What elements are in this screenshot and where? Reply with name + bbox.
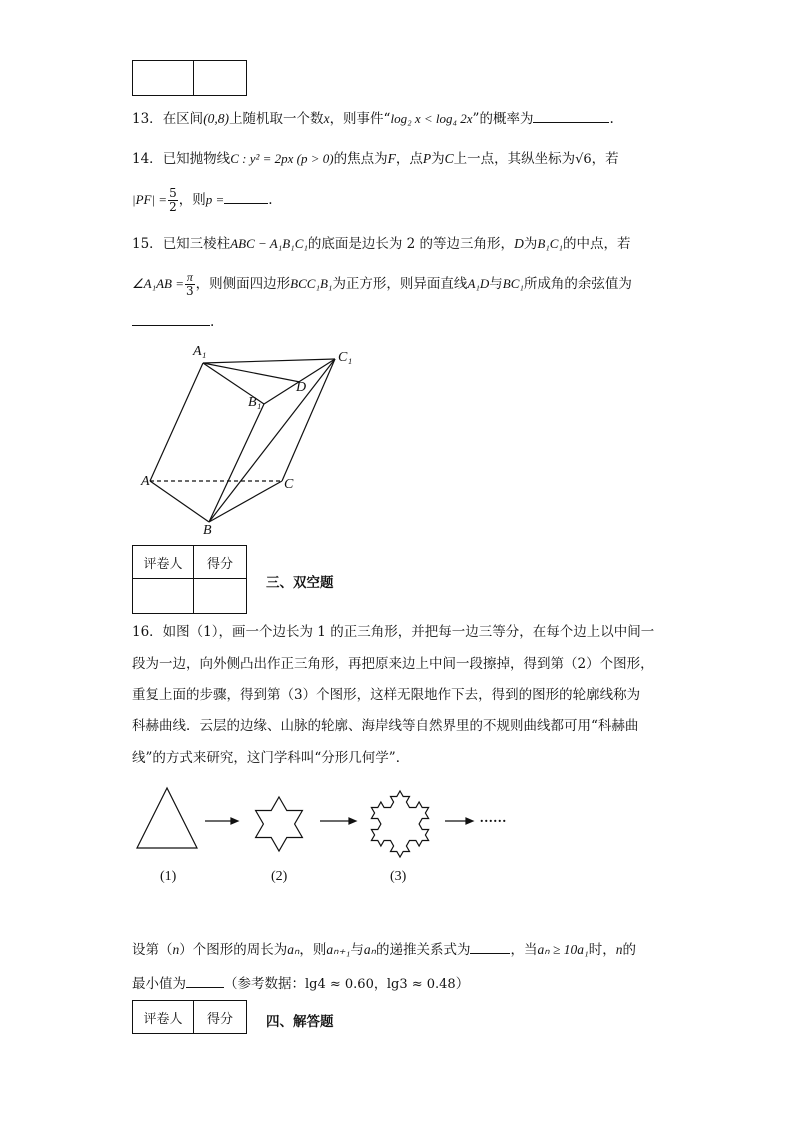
q13-interval: (0,8) bbox=[203, 111, 230, 126]
q15-d: D bbox=[514, 236, 524, 251]
ellipsis: ...... bbox=[480, 811, 507, 826]
label-a: A bbox=[141, 474, 150, 489]
question-15-line-3 bbox=[132, 312, 214, 331]
score-box-section-4 bbox=[132, 1000, 247, 1034]
answer-blank-16a[interactable] bbox=[470, 940, 510, 954]
edge-a1-a bbox=[150, 363, 203, 481]
q16-text-h: 的 bbox=[622, 942, 636, 958]
q14-point: P bbox=[422, 151, 432, 166]
q16-line-4: 科赫曲线．云层的边缘、山脉的轮廓、海岸线等自然界里的不规则曲线都可用“科赫曲 bbox=[132, 718, 639, 734]
q15-frac-num: π bbox=[186, 270, 193, 284]
q14-fraction bbox=[168, 187, 178, 214]
q14-end: . bbox=[268, 192, 273, 208]
q14-ord: √6 bbox=[575, 152, 592, 167]
koch-figures bbox=[130, 780, 530, 860]
q15-frac-den: 3 bbox=[186, 284, 194, 298]
q14-curve: C : y² = 2px (p > 0) bbox=[230, 151, 334, 166]
q15-prism: ABC − A₁B₁C₁ bbox=[230, 236, 308, 251]
fig-label-2: (2) bbox=[271, 869, 288, 884]
q14-p-eq: p = bbox=[205, 192, 225, 207]
q13-event-pre: ，则事件“ bbox=[329, 111, 391, 127]
q14-text-on: 为 bbox=[431, 151, 445, 167]
q14-pf: |PF| = bbox=[132, 192, 168, 207]
q15-a1d: A₁D bbox=[467, 276, 490, 291]
q16-text-f: ，当 bbox=[510, 942, 538, 958]
answer-blank-15[interactable] bbox=[132, 312, 210, 326]
q15-text-d: 的中点，若 bbox=[562, 236, 631, 252]
edge-a-b bbox=[150, 481, 209, 522]
score-box-section-3 bbox=[132, 545, 247, 614]
q16-n: n bbox=[172, 942, 180, 957]
label-b1: B₁ bbox=[248, 395, 262, 410]
q15-text-g: 与 bbox=[489, 276, 503, 292]
q16-text-g: 时， bbox=[588, 942, 616, 958]
q14-text: 已知抛物线 bbox=[162, 151, 231, 167]
arrow-2-head bbox=[349, 818, 356, 824]
question-14-line-1 bbox=[132, 150, 619, 169]
score-label: 得分 bbox=[194, 546, 247, 579]
q16-line-1: 16．如图（1），画一个边长为 1 的正三角形，并把每一边三等分，在每个边上以中间一 bbox=[132, 624, 655, 640]
q15-text-a: 已知三棱柱 bbox=[162, 236, 231, 252]
q14-text-if: ，若 bbox=[591, 151, 619, 167]
question-15-line-2 bbox=[132, 270, 632, 298]
q16-line-3: 重复上面的步骤，得到第（3）个图形，这样无限地作下去，得到的图形的轮廓线称为 bbox=[132, 687, 641, 703]
q14-text-then: ，则 bbox=[178, 192, 206, 208]
score-cell[interactable] bbox=[194, 579, 247, 614]
q16-an1: aₙ₊₁ bbox=[326, 942, 351, 957]
q15-b1c1: B₁C₁ bbox=[537, 236, 563, 251]
koch-snowflake-3 bbox=[371, 791, 428, 857]
score-box-top-cell-1 bbox=[133, 61, 194, 96]
q16-question-line-1 bbox=[132, 940, 636, 959]
q16-text-a: 设第（ bbox=[132, 942, 173, 958]
reviewer-label: 评卷人 bbox=[133, 546, 194, 579]
prism-figure bbox=[130, 340, 370, 545]
q16-an: aₙ bbox=[287, 942, 300, 957]
q15-bc1: BC₁ bbox=[502, 276, 524, 291]
q15-angle: ∠A₁AB = bbox=[132, 276, 185, 291]
q16-text-d: 与 bbox=[350, 942, 364, 958]
edge-b1-b bbox=[209, 404, 264, 522]
section-4-title: 四、解答题 bbox=[266, 1014, 334, 1030]
edge-c1-c bbox=[282, 359, 335, 481]
question-15-line-1 bbox=[132, 235, 630, 253]
reviewer-cell[interactable] bbox=[133, 579, 194, 614]
q16-n-2: n bbox=[615, 942, 623, 957]
edge-a1-c1 bbox=[203, 359, 335, 363]
q14-text-ord: 上一点，其纵坐标为 bbox=[453, 151, 576, 167]
q15-text-b: 的底面是边长为 2 的等边三角形， bbox=[307, 236, 515, 252]
q15-text-h: 所成角的余弦值为 bbox=[523, 276, 632, 292]
q15-text-c: 为 bbox=[523, 236, 538, 252]
q16-cond: aₙ ≥ 10a₁ bbox=[537, 942, 589, 957]
q15-fraction bbox=[185, 271, 195, 298]
q16-an-2: aₙ bbox=[363, 942, 376, 957]
q16-line-2: 段为一边，向外侧凸出作正三角形，再把原来边上中间一段擦掉，得到第（2）个图形， bbox=[132, 656, 654, 672]
q14-c: C bbox=[444, 151, 454, 166]
answer-blank-13[interactable] bbox=[533, 109, 609, 123]
q15-number: 15． bbox=[132, 236, 163, 252]
q16-line-5: 线”的方式来研究，这门学科叫“分形几何学”． bbox=[132, 750, 410, 766]
koch-star-2 bbox=[256, 797, 303, 851]
score-box-top-cell-2 bbox=[194, 61, 247, 96]
fig-label-1: (1) bbox=[160, 869, 177, 884]
edge-b-c1 bbox=[209, 359, 335, 522]
q15-text-e: ，则侧面四边形 bbox=[195, 276, 291, 292]
reviewer-label-2: 评卷人 bbox=[133, 1001, 194, 1034]
score-box-top bbox=[132, 60, 247, 96]
label-b: B bbox=[203, 523, 212, 538]
q13-text-mid: 上随机取一个数 bbox=[229, 111, 324, 127]
label-a1: A₁ bbox=[193, 344, 207, 359]
answer-blank-14[interactable] bbox=[224, 190, 268, 204]
q16-text-k: ） bbox=[455, 976, 470, 992]
fig-label-3: (3) bbox=[390, 869, 407, 884]
q16-text-i: 最小值为 bbox=[132, 976, 186, 992]
q15-text-f: 为正方形，则异面直线 bbox=[332, 276, 468, 292]
q16-ref: lg4 ≈ 0.60，lg3 ≈ 0.48 bbox=[305, 977, 456, 992]
score-label-2: 得分 bbox=[194, 1001, 247, 1034]
label-c: C bbox=[284, 477, 294, 492]
q14-text-focus: 的焦点为 bbox=[333, 151, 388, 167]
answer-blank-16b[interactable] bbox=[186, 974, 224, 988]
q13-event: log₂ x < log₄ 2x bbox=[390, 111, 473, 126]
q16-text-c: ，则 bbox=[299, 942, 327, 958]
q13-number: 13． bbox=[132, 111, 163, 127]
koch-triangle-1 bbox=[137, 788, 197, 848]
arrow-1-head bbox=[231, 818, 238, 824]
section-3-title: 三、双空题 bbox=[266, 575, 334, 591]
q13-text-post: ”的概率为 bbox=[472, 111, 534, 127]
question-13 bbox=[132, 109, 614, 128]
q16-text-e: 的递推关系式为 bbox=[375, 942, 471, 958]
q15-end: . bbox=[210, 314, 215, 330]
q15-face: BCC₁B₁ bbox=[290, 276, 333, 291]
q16-text-j: （参考数据： bbox=[224, 976, 305, 992]
q13-var: x bbox=[323, 111, 330, 126]
q13-end: . bbox=[609, 111, 614, 127]
arrow-3-head bbox=[466, 818, 473, 824]
question-14-line-2 bbox=[132, 186, 273, 214]
label-d: D bbox=[296, 380, 307, 395]
q13-text: 在区间 bbox=[162, 111, 204, 127]
label-c1: C₁ bbox=[338, 350, 353, 365]
q14-frac-den: 2 bbox=[169, 200, 177, 214]
q14-frac-num: 5 bbox=[169, 186, 177, 200]
q16-question-line-2 bbox=[132, 974, 469, 994]
q14-text-point: ，点 bbox=[395, 151, 423, 167]
edge-b-c bbox=[209, 481, 282, 522]
q14-focus: F bbox=[387, 151, 396, 166]
q14-number: 14． bbox=[132, 151, 163, 167]
q16-text-b: ）个图形的周长为 bbox=[179, 942, 288, 958]
